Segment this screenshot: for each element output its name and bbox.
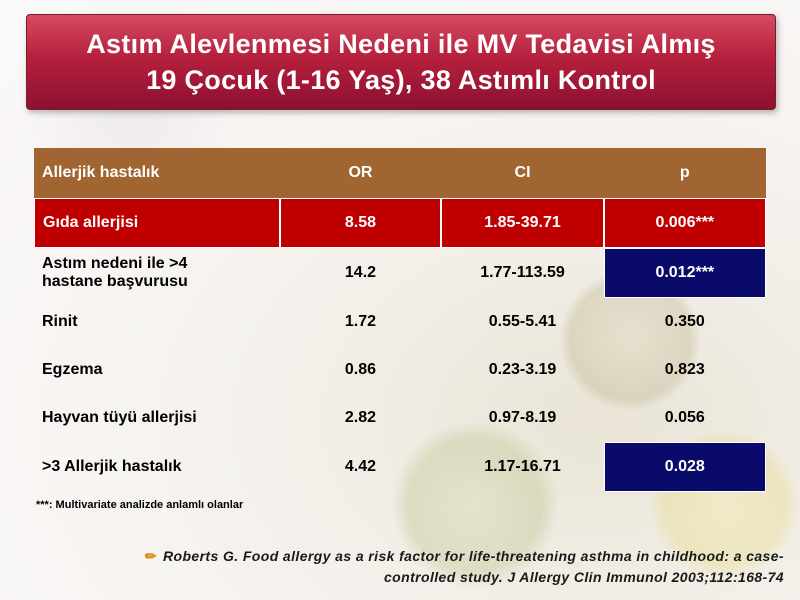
row-or: 0.86 <box>344 361 377 378</box>
row-p: 0.012*** <box>604 248 766 298</box>
row-or: 2.82 <box>344 409 377 426</box>
row-label: >3 Allerjik hastalık <box>42 458 182 475</box>
row-ci: 0.97-8.19 <box>488 409 557 426</box>
slide-title <box>26 14 776 110</box>
header-disease: Allerjik hastalık <box>34 148 280 198</box>
header-or: OR <box>280 148 442 198</box>
table-row <box>34 298 766 346</box>
row-label: Egzema <box>42 361 103 378</box>
table-row <box>34 248 766 298</box>
row-p: 0.028 <box>604 442 766 492</box>
table-header-row <box>34 148 766 198</box>
pencil-icon: ✏ <box>144 548 157 564</box>
table-row <box>34 442 766 492</box>
row-or: 1.72 <box>344 313 377 330</box>
row-p: 0.056 <box>664 409 705 426</box>
row-or: 14.2 <box>344 264 377 281</box>
header-ci: CI <box>441 148 603 198</box>
row-label: Hayvan tüyü allerjisi <box>42 409 197 426</box>
reference-citation <box>64 546 784 588</box>
row-label-line-2: hastane başvurusu <box>42 273 188 290</box>
row-ci: 1.77-113.59 <box>480 264 565 281</box>
title-line-1: Astım Alevlenmesi Nedeni ile MV Tedavisi Almış <box>86 29 716 59</box>
row-or: 4.42 <box>344 458 377 475</box>
row-p: 0.006*** <box>604 198 766 248</box>
table-row <box>34 198 766 248</box>
row-p: 0.350 <box>664 313 705 330</box>
reference-line-2: controlled study. J Allergy Clin Immunol 2003;112:168-74 <box>384 569 784 585</box>
row-ci: 0.55-5.41 <box>488 313 557 330</box>
row-label: Rinit <box>42 313 78 330</box>
row-ci: 1.85-39.71 <box>441 198 603 248</box>
row-label <box>34 248 280 298</box>
row-label-line-1: Astım nedeni ile >4 <box>42 255 188 272</box>
reference-line-1: Roberts G. Food allergy as a risk factor for life-threatening asthma in childhood: a case- <box>162 548 784 564</box>
table-row <box>34 346 766 394</box>
row-label: Gıda allerjisi <box>34 198 280 248</box>
row-ci: 0.23-3.19 <box>488 361 557 378</box>
footnote: ***: Multivariate analizde anlamlı olanlar <box>36 499 244 511</box>
title-line-2: 19 Çocuk (1-16 Yaş), 38 Astımlı Kontrol <box>146 65 656 95</box>
row-or: 8.58 <box>280 198 442 248</box>
row-p: 0.823 <box>664 361 705 378</box>
results-table <box>34 148 766 492</box>
table-row <box>34 394 766 442</box>
header-p: p <box>604 148 766 198</box>
row-ci: 1.17-16.71 <box>484 458 561 475</box>
